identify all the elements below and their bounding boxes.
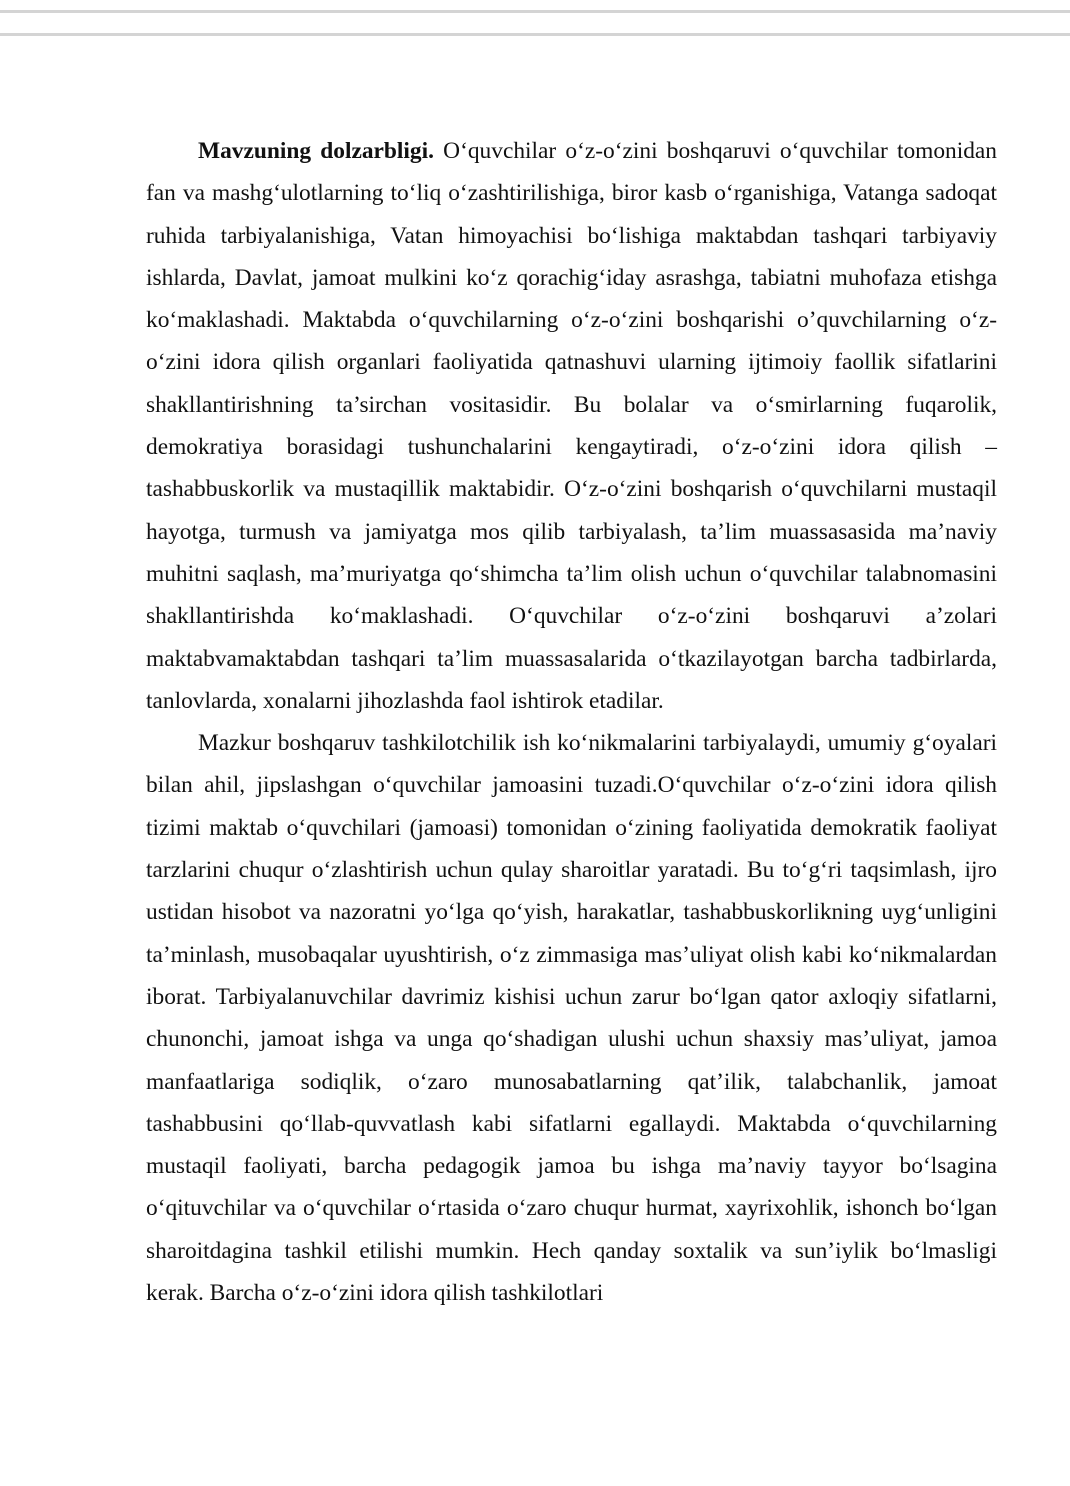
paragraph-relevance xyxy=(146,130,997,722)
section-heading-inline: Mavzuning dolzarbligi. xyxy=(198,138,434,164)
ruler-divider-top xyxy=(0,10,1070,13)
viewer-top-band xyxy=(0,0,1070,36)
paragraph-relevance-text: O‘quvchilar o‘z-o‘zini boshqaruvi o‘quvchilar tomonidan fan va mashg‘ulotlarning to‘liq o‘zashtirilishiga, biror kasb o‘rganishiga, Vatanga sadoqat ruhida tarbiyalanishiga, Vatan himoyachisi bo‘lishiga maktabdan tashqari tarbiyaviy ishlarda, Davlat, jamoat mulkini ko‘z qorachig‘iday asrashga, tabiatni muhofaza etishga ko‘maklashadi. Maktabda o‘quvchilarning o‘z-o‘zini boshqarishi o’quvchilarning o‘z-o‘zini idora qilish organlari faoliyatida qatnashuvi ularning ijtimoiy faollik sifatlarini shakllantirishning ta’sirchan vositasidir. Bu bolalar va o‘smirlarning fuqarolik, demokratiya borasidagi tushunchalarini kengaytiradi, o‘z-o‘zini idora qilish – tashabbuskorlik va mustaqillik maktabidir. O‘z-o‘zini boshqarish o‘quvchilarni mustaqil hayotga, turmush va jamiyatga mos qilib tarbiyalash, ta’lim muassasasida ma’naviy muhitni saqlash, ma’muriyatga qo‘shimcha ta’lim olish uchun o‘quvchilar talabnomasini shakllantirishda ko‘maklashadi. O‘quvchilar o‘z-o‘zini boshqaruvi a’zolari maktabvamaktabdan tashqari ta’lim muassasalarida o‘tkazilayotgan barcha tadbirlarda, tanlovlarda, xonalarni jihozlashda faol ishtirok etadilar. xyxy=(146,138,997,714)
document-page xyxy=(146,130,997,1314)
paragraph-management: Mazkur boshqaruv tashkilotchilik ish ko‘nikmalarini tarbiyalaydi, umumiy g‘oyalari bilan ahil, jipslashgan o‘quvchilar jamoasini tuzadi.O‘quvchilar o‘z-o‘zini idora qilish tizimi maktab o‘quvchilari (jamoasi) tomonidan o‘zining faoliyatida demokratik faoliyat tarzlarini chuqur o‘zlashtirish uchun qulay sharoitlar yaratadi. Bu to‘g‘ri taqsimlash, ijro ustidan hisobot va nazoratni yo‘lga qo‘yish, harakatlar, tashabbuskorlikning uyg‘unligini ta’minlash, musobaqalar uyushtirish, o‘z zimmasiga mas’uliyat olish kabi ko‘nikmalardan iborat. Tarbiyalanuvchilar davrimiz kishisi uchun zarur bo‘lgan qator axloqiy sifatlarni, chunonchi, jamoat ishga va unga qo‘shadigan ulushi uchun shaxsiy mas’uliyat, jamoa manfaatlariga sodiqlik, o‘zaro munosabatlarning qat’ilik, talabchanlik, jamoat tashabbusini qo‘llab-quvvatlash kabi sifatlarni egallaydi. Maktabda o‘quvchilarning mustaqil faoliyati, barcha pedagogik jamoa bu ishga ma’naviy tayyor bo‘lsagina o‘qituvchilar va o‘quvchilar o‘rtasida o‘zaro chuqur hurmat, xayrixohlik, ishonch bo‘lgan sharoitdagina tashkil etilishi mumkin. Hech qanday soxtalik va sun’iylik bo‘lmasligi kerak. Barcha o‘z-o‘zini idora qilish tashkilotlari xyxy=(146,730,997,1307)
ruler-divider-bottom xyxy=(0,33,1070,36)
